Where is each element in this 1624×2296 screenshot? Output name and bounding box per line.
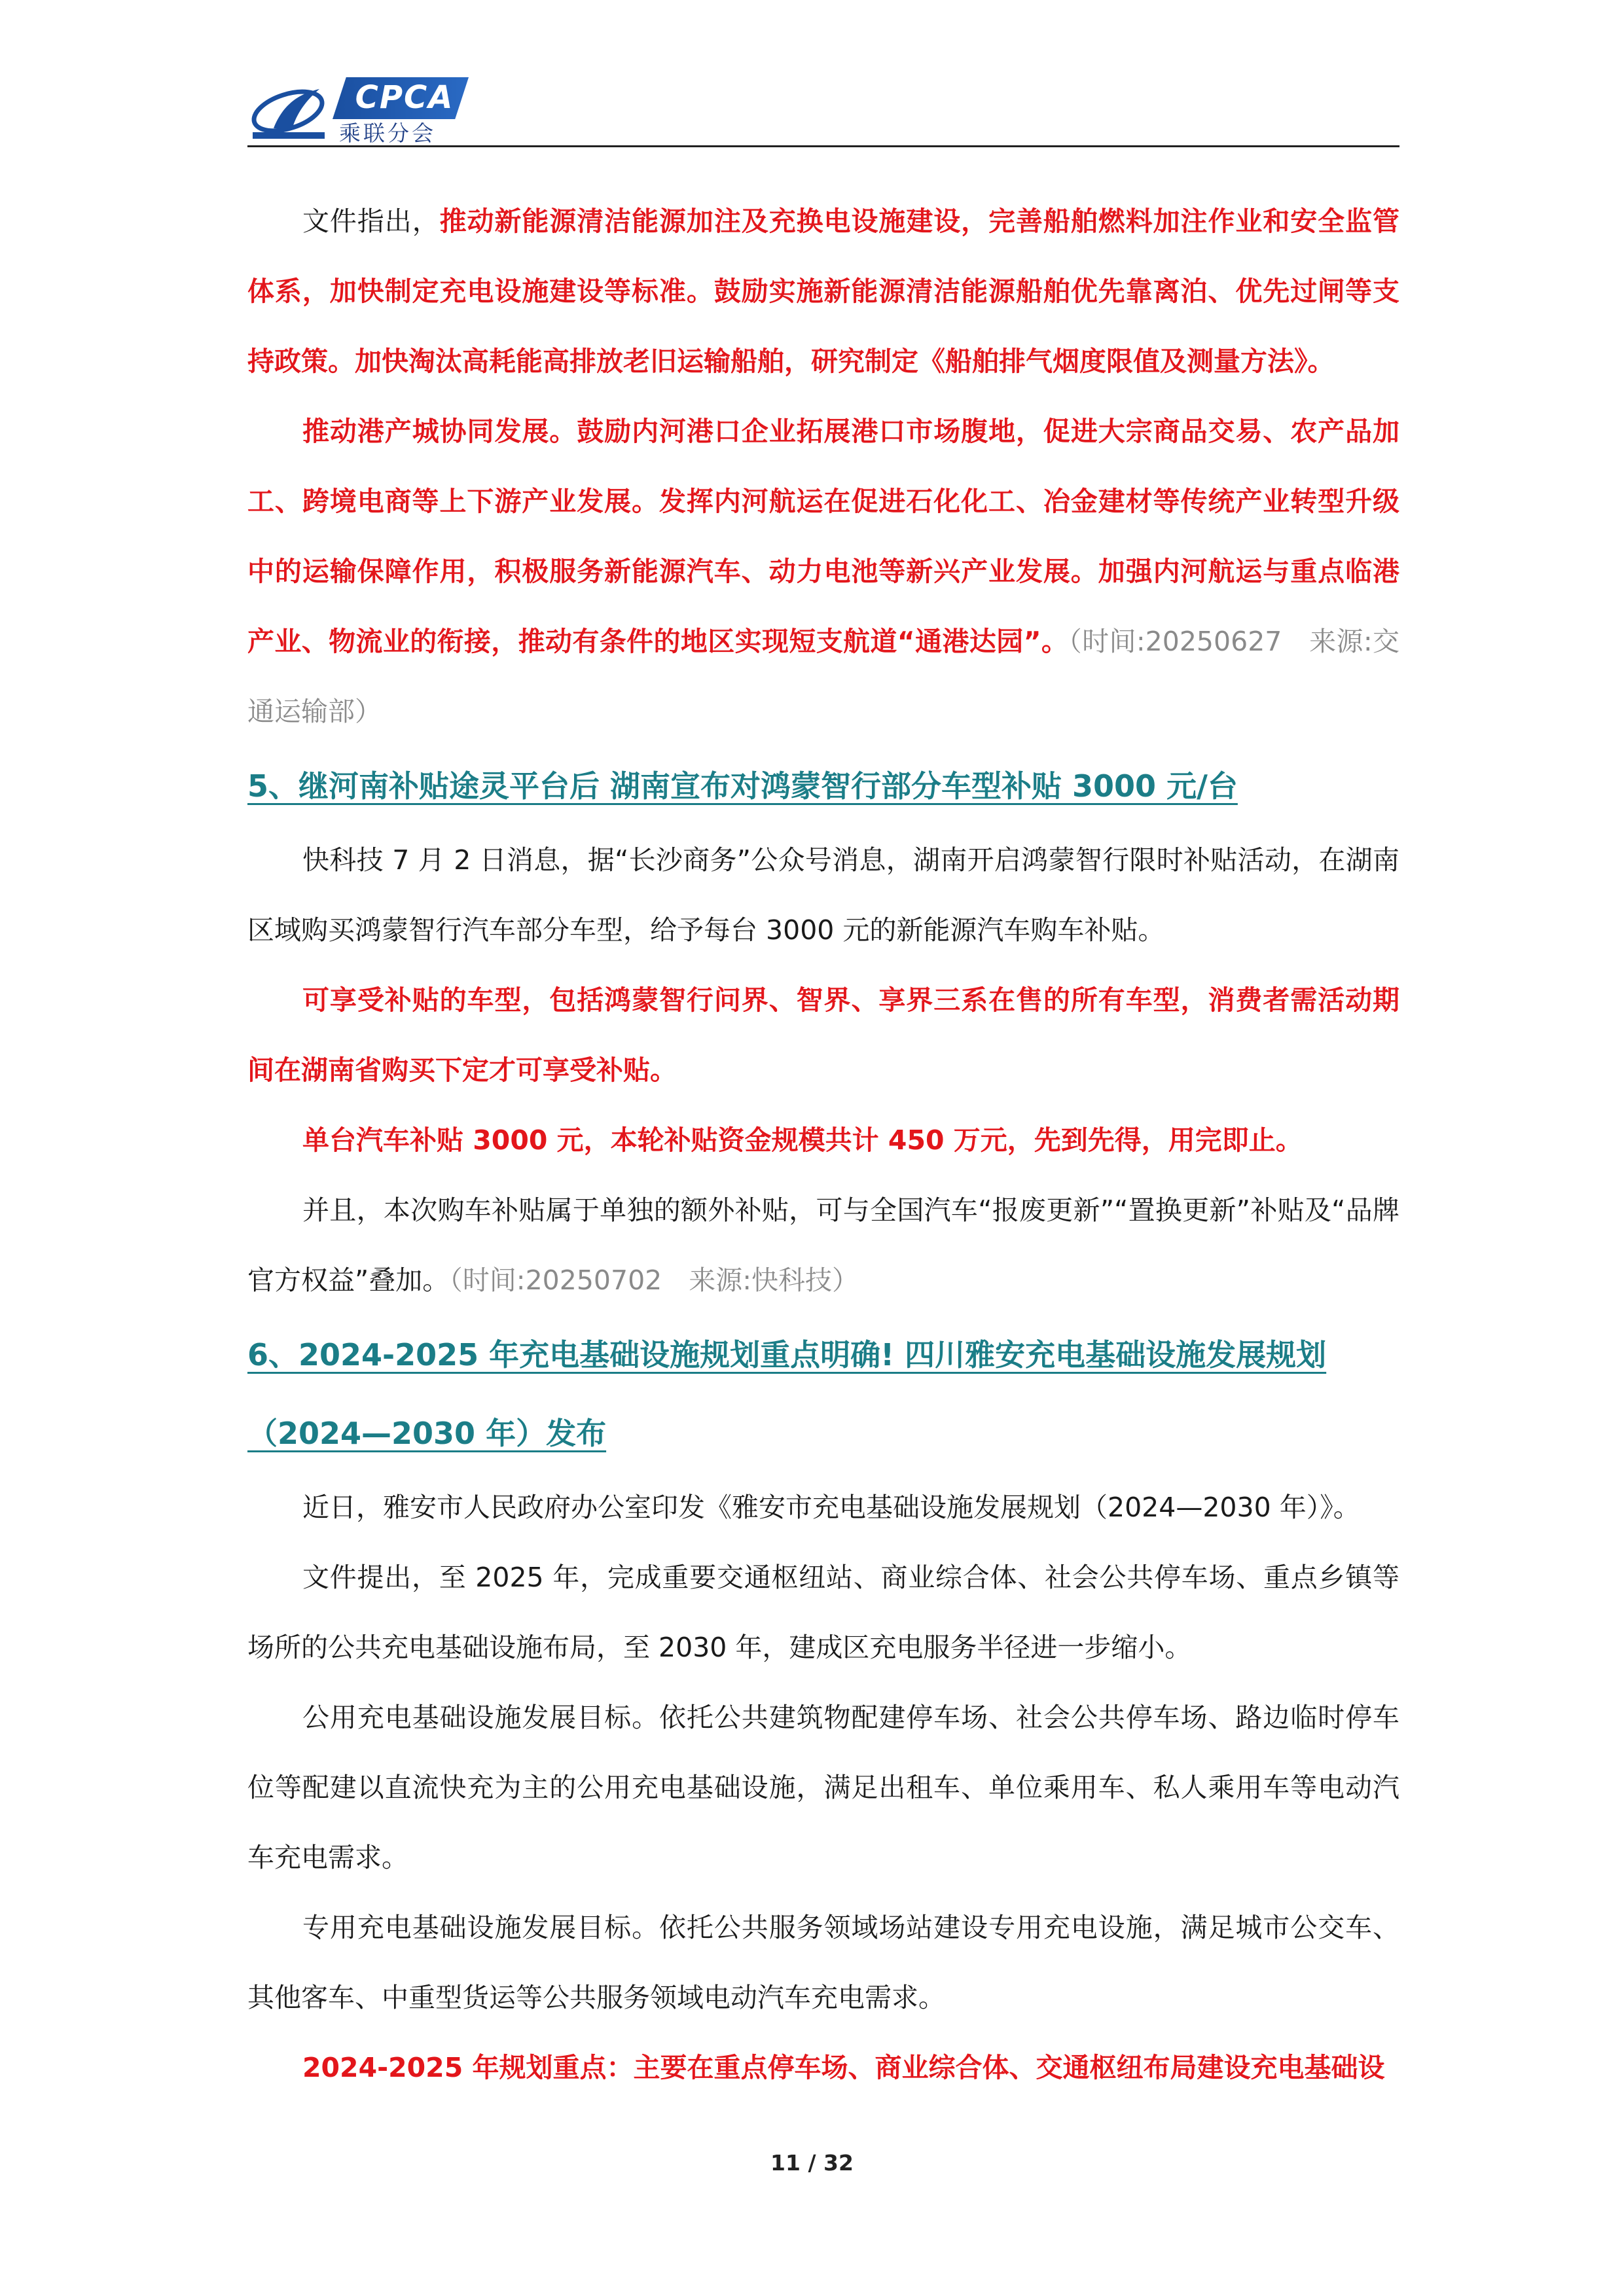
- page-header: [247, 65, 1399, 151]
- source-note: （时间:20250627 来源:交通运输部）: [247, 626, 1400, 727]
- paragraph-lead: 文件指出，: [302, 206, 440, 237]
- paragraph: 专用充电基础设施发展目标。依托公共服务领域场站建设专用充电设施，满足城市公交车、其他客车、中重型货运等公共服务领域电动汽车充电需求。: [247, 1912, 1399, 2013]
- highlighted-paragraph: 2024-2025 年规划重点：主要在重点停车场、商业综合体、交通枢纽布局建设充电基础设: [302, 2052, 1385, 2083]
- paragraph-text: 并且，本次购车补贴属于单独的额外补贴，可与全国汽车“报废更新”“置换更新”补贴及“品牌官方权益”叠加。: [247, 1194, 1399, 1296]
- document-body: [247, 187, 1399, 2103]
- section-heading-5: 5、继河南补贴途灵平台后 湖南宣布对鸿蒙智行部分车型补贴 3000 元/台: [247, 768, 1238, 804]
- highlighted-paragraph: 可享受补贴的车型，包括鸿蒙智行问界、智界、享界三系在售的所有车型，消费者需活动期间在湖南省购买下定才可享受补贴。: [247, 984, 1399, 1086]
- section-heading-6: 6、2024-2025 年充电基础设施规划重点明确! 四川雅安充电基础设施发展规划（2024—2030 年）发布: [247, 1337, 1327, 1451]
- paragraph: 近日，雅安市人民政府办公室印发《雅安市充电基础设施发展规划（2024—2030 年）》。: [302, 1492, 1360, 1523]
- header-divider: [247, 145, 1399, 147]
- page-number: 11 / 32: [770, 2150, 854, 2176]
- cpca-logo-text: CPCA: [355, 79, 454, 116]
- highlighted-paragraph: 单台汽车补贴 3000 元，本轮补贴资金规模共计 450 万元，先到先得，用完即止。: [302, 1124, 1303, 1156]
- paragraph: 快科技 7 月 2 日消息，据“长沙商务”公众号消息，湖南开启鸿蒙智行限时补贴活动，在湖南区域购买鸿蒙智行汽车部分车型，给予每台 3000 元的新能源汽车购车补贴。: [247, 844, 1399, 946]
- paragraph: [247, 397, 1399, 747]
- cpca-logo-cn: 乘联分会: [339, 120, 436, 146]
- highlighted-text: 推动港产城协同发展。鼓励内河港口企业拓展港口市场腹地，促进大宗商品交易、农产品加工、跨境电商等上下游产业发展。发挥内河航运在促进石化化工、冶金建材等传统产业转型升级中的运输保障作用，积极服务新能源汽车、动力电池等新兴产业发展。加强内河航运与重点临港产业、物流业的衔接，推动有条件的地区实现短支航道“通港达园”。: [247, 416, 1399, 657]
- paragraph: [247, 187, 1399, 397]
- paragraph: [247, 1175, 1399, 1316]
- highlighted-text: 推动新能源清洁能源加注及充换电设施建设，完善船舶燃料加注作业和安全监管体系，加快制定充电设施建设等标准。鼓励实施新能源清洁能源船舶优先靠离泊、优先过闸等支持政策。加快淘汰高耗能高排放老旧运输船舶，研究制定《船舶排气烟度限值及测量方法》。: [247, 206, 1400, 377]
- caam-logo-icon: [247, 77, 333, 143]
- paragraph: 公用充电基础设施发展目标。依托公共建筑物配建停车场、社会公共停车场、路边临时停车位等配建以直流快充为主的公用充电基础设施，满足出租车、单位乘用车、私人乘用车等电动汽车充电需求。: [247, 1702, 1399, 1873]
- paragraph: 文件提出，至 2025 年，完成重要交通枢纽站、商业综合体、社会公共停车场、重点乡镇等场所的公共充电基础设施布局，至 2030 年，建成区充电服务半径进一步缩小。: [247, 1562, 1399, 1663]
- source-note: （时间:20250702 来源:快科技）: [449, 1265, 859, 1296]
